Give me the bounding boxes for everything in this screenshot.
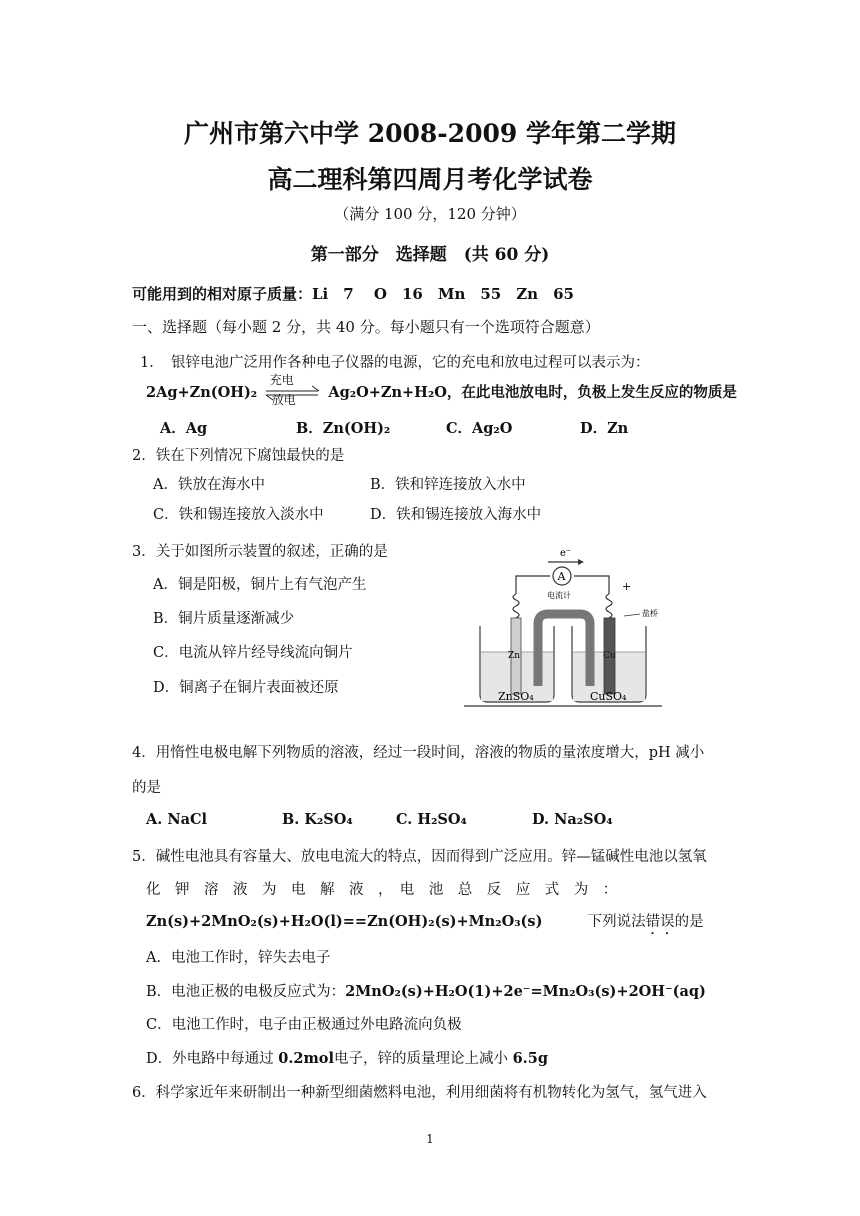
q5-stem-line2: 化 钾 溶 液 为 电 解 液 ， 电 池 总 反 应 式 为 ： [146, 882, 618, 898]
galvanic-cell-diagram [462, 544, 664, 708]
q5-option-b-prefix: B．电池正极的电极反应式为： [146, 984, 346, 1000]
q5-equation-line [146, 910, 704, 938]
salt-bridge-label: 盐桥 [642, 609, 658, 618]
q5-prompt-prefix: 下列说法 [587, 914, 646, 930]
q5-option-d [146, 1047, 548, 1068]
q3-option-a: A．铜是阳极，铜片上有气泡产生 [153, 577, 367, 593]
q6-stem-line1: 6．科学家近年来研制出一种新型细菌燃料电池，利用细菌将有机物转化为氢气，氢气进入 [132, 1085, 707, 1101]
q4-option-a: A. NaCl [146, 811, 208, 828]
q2-option-d: D．铁和锡连接放入海水中 [370, 507, 542, 523]
q3-option-b: B．铜片质量逐渐减少 [153, 611, 295, 627]
cuso4-label: CuSO₄ [590, 690, 627, 703]
q5-option-b-equation: 2MnO₂(s)+H₂O(1)+2e⁻=Mn₂O₃(s)+2OH⁻(aq) [345, 983, 706, 1000]
subtitle: （满分 100 分，120 分钟） [334, 205, 526, 223]
q4-option-d: D. Na₂SO₄ [532, 811, 613, 828]
title-line-2: 高二理科第四周月考化学试卷 [267, 165, 593, 194]
q4-stem-line1: 4．用惰性电极电解下列物质的溶液，经过一段时间，溶液的物质的量浓度增大，pH 减小 [132, 745, 705, 761]
q1-eq-right: Ag₂O+Zn+H₂O，在此电池放电时，负极上发生反应的物质是 [328, 384, 737, 401]
q1-eq-left: 2Ag+Zn(OH)₂ [146, 384, 258, 401]
atomic-masses-text: 可能用到的相对原子质量：Li 7 O 16 Mn 55 Zn 65 [132, 285, 574, 303]
q5-option-b [146, 980, 706, 1001]
plus-label: + [622, 580, 632, 593]
q5-option-d-mid: 电子，锌的质量理论上减小 [333, 1051, 508, 1067]
q3-stem: 3．关于如图所示装置的叙述，正确的是 [132, 544, 388, 560]
znso4-label: ZnSO₄ [498, 690, 534, 703]
q1-option-c: C．Ag₂O [446, 420, 513, 437]
q2-option-a: A．铁放在海水中 [153, 477, 265, 493]
q3-option-d: D．铜离子在铜片表面被还原 [153, 680, 339, 696]
q5-option-d-value1: 0.2mol [278, 1050, 334, 1067]
q5-stem-line1: 5．碱性电池具有容量大、放电电流大的特点，因而得到广泛应用。锌—锰碱性电池以氢氧 [132, 849, 707, 865]
q3-option-c: C．电流从锌片经导线流向铜片 [153, 645, 353, 661]
zn-electrode-label: Zn [508, 651, 521, 661]
q4-option-b: B. K₂SO₄ [282, 811, 353, 828]
q5-option-c: C．电池工作时，电子由正极通过外电路流向负极 [146, 1017, 462, 1033]
part-heading: 第一部分 选择题 (共 60 分) [310, 245, 550, 265]
ammeter-label: A [557, 570, 566, 583]
atomic-masses [132, 283, 574, 304]
electron-label: e⁻ [560, 548, 572, 559]
ammeter-caption: 电流计 [547, 591, 571, 600]
q5-equation: Zn(s)+2MnO₂(s)+H₂O(l)==Zn(OH)₂(s)+Mn₂O₃(s) [146, 913, 543, 930]
q1-option-b: B．Zn(OH)₂ [296, 420, 391, 437]
q5-option-d-prefix: D．外电路中每通过 [146, 1051, 274, 1067]
title-line-1: 广州市第六中学 2008-2009 学年第二学期 [184, 119, 676, 148]
q4-option-c: C. H₂SO₄ [396, 811, 467, 828]
q5-prompt-suffix: 的是 [674, 914, 704, 930]
q2-option-b: B．铁和锌连接放入水中 [370, 477, 526, 493]
q1-option-a: A．Ag [160, 420, 208, 437]
q5-prompt-emph: 错误 [645, 914, 675, 930]
q1-reversible-arrow [262, 373, 324, 407]
q1-stem: 1． 银锌电池广泛用作各种电子仪器的电源，它的充电和放电过程可以表示为： [140, 355, 650, 371]
q2-option-c: C．铁和锡连接放入淡水中 [153, 507, 324, 523]
cu-electrode-label: Cu [603, 651, 616, 661]
page-number: 1 [426, 1132, 434, 1146]
q5-option-a: A．电池工作时，锌失去电子 [146, 950, 331, 966]
q1-option-d: D．Zn [580, 420, 629, 437]
q2-stem: 2．铁在下列情况下腐蚀最快的是 [132, 448, 345, 464]
q5-option-d-value2: 6.5g [512, 1050, 548, 1067]
section-heading: 一、选择题（每小题 2 分，共 40 分。每小题只有一个选项符合题意） [132, 318, 600, 336]
q4-stem-line2: 的是 [132, 780, 161, 796]
q1-equation [146, 373, 737, 407]
q1-charge-label: 充电 [269, 373, 294, 387]
q1-discharge-label: 放电 [271, 393, 296, 407]
